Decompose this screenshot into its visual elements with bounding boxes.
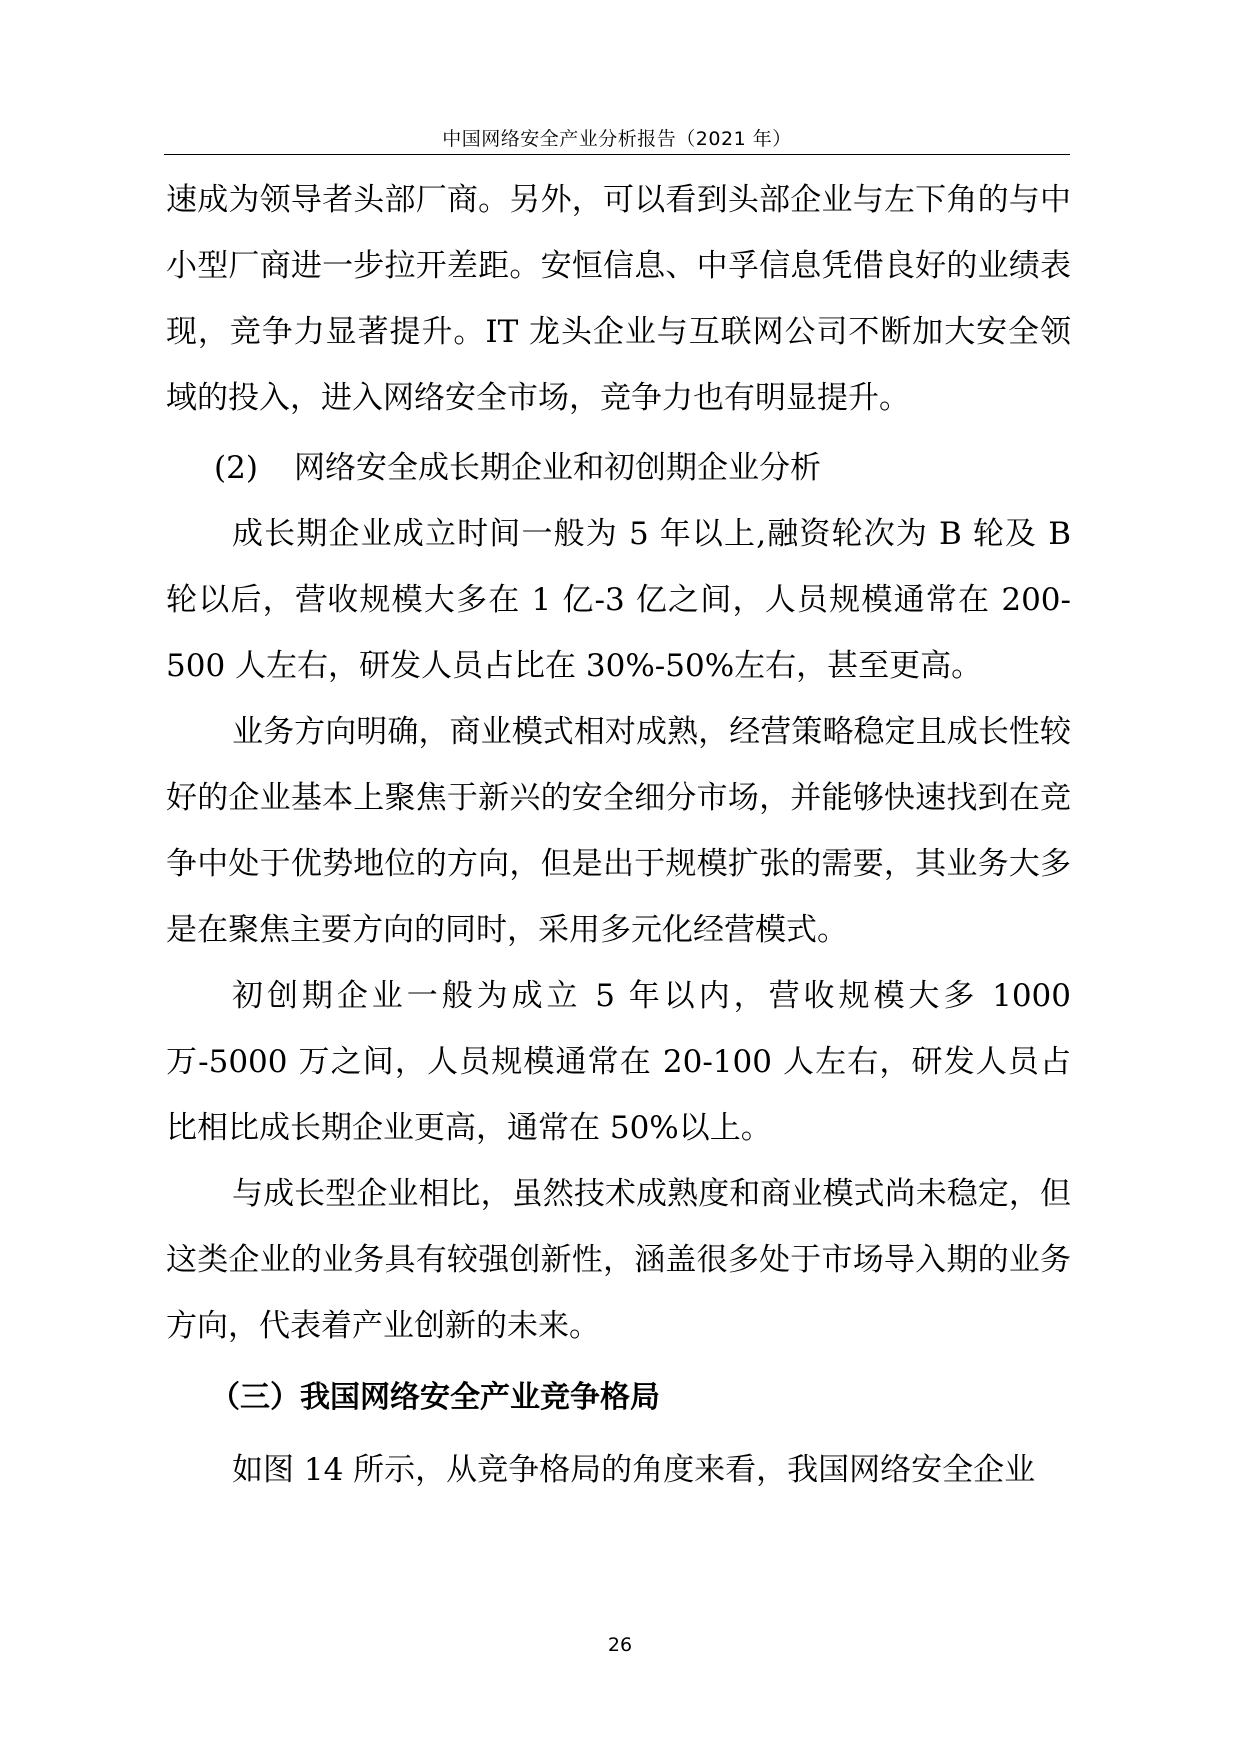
paragraph-startup-innovation: 与成长型企业相比，虽然技术成熟度和商业模式尚未稳定，但这类企业的业务具有较强创新性，涵盖很多处于市场导入期的业务方向，代表着产业创新的未来。 [166, 1176, 1071, 1344]
subsection-title: 网络安全成长期企业和初创期企业分析 [294, 450, 821, 486]
paragraph-continuation: 速成为领导者头部厂商。另外，可以看到头部企业与左下角的与中小型厂商进一步拉开差距。安恒信息、中孚信息凭借良好的业绩表现，竞争力显著提升。IT 龙头企业与互联网公司不断加大安全领域的投入，进入网络安全市场，竞争力也有明显提升。 [166, 182, 1071, 416]
paragraph-startup-stage: 初创期企业一般为成立 5 年以内，营收规模大多 1000 万-5000 万之间，人员规模通常在 20-100 人左右，研发人员占比相比成长期企业更高，通常在 50%以上。 [166, 978, 1071, 1146]
page-body [166, 167, 1071, 1503]
paragraph-growth-stage: 成长期企业成立时间一般为 5 年以上,融资轮次为 B 轮及 B 轮以后，营收规模大多在 1 亿-3 亿之间，人员规模通常在 200-500 人左右，研发人员占比在 30%-50%左右，甚至更高。 [166, 516, 1071, 684]
page-header-title: 中国网络安全产业分析报告（2021 年） [442, 128, 792, 150]
paragraph-business-direction: 业务方向明确，商业模式相对成熟，经营策略稳定且成长性较好的企业基本上聚焦于新兴的安全细分市场，并能够快速找到在竞争中处于优势地位的方向，但是出于规模扩张的需要，其业务大多是在聚焦主要方向的同时，采用多元化经营模式。 [166, 714, 1071, 948]
subsection-number: (2) [214, 450, 258, 486]
page-number: 26 [607, 1634, 633, 1656]
paragraph-competition: 如图 14 所示，从竞争格局的角度来看，我国网络安全企业 [232, 1452, 1036, 1488]
subsection-heading [166, 435, 1071, 501]
section-heading: （三）我国网络安全产业竞争格局 [210, 1380, 660, 1415]
header-divider [164, 154, 1070, 155]
